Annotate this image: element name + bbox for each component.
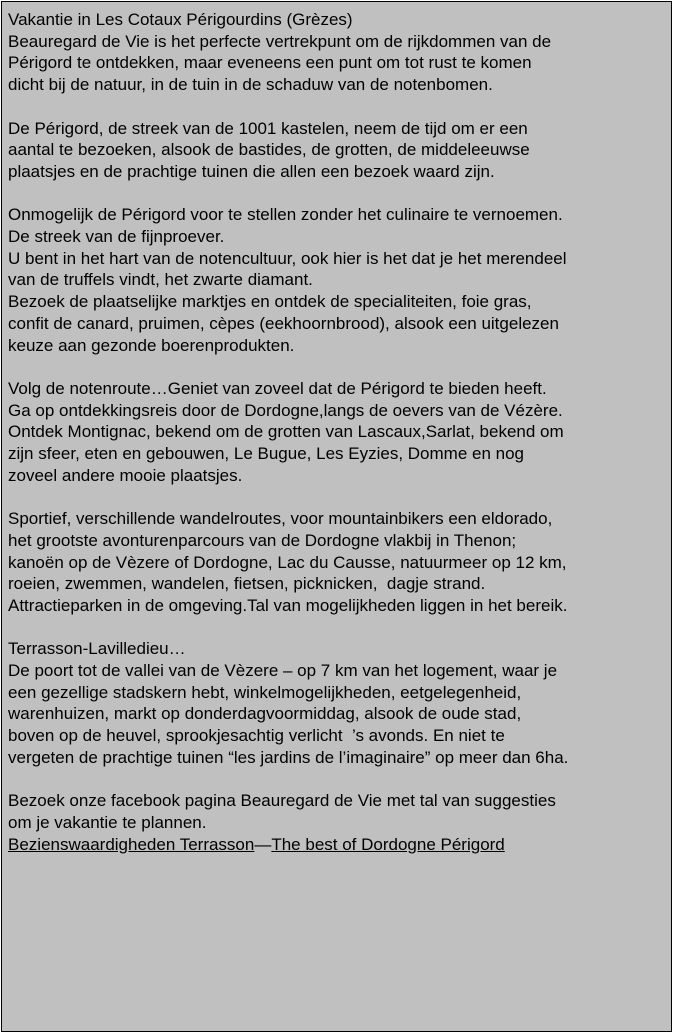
- terrasson-paragraph: [8, 638, 671, 768]
- sportief-line: het grootste avonturenparcours van de Dordogne vlakbij in Thenon;: [8, 530, 517, 550]
- sportief-line: Attractieparken in de omgeving.Tal van mogelijkheden liggen in het bereik.: [8, 595, 568, 615]
- perigord-line: plaatsjes en de prachtige tuinen die allen een bezoek waard zijn.: [8, 161, 495, 181]
- culinair-paragraph: [8, 204, 671, 356]
- intro-line: dicht bij de natuur, in de tuin in de schaduw van de notenbomen.: [8, 75, 493, 95]
- facebook-line: om je vakantie te plannen.: [8, 812, 207, 832]
- sportief-line: Sportief, verschillende wandelroutes, voor mountainbikers een eldorado,: [8, 509, 553, 529]
- terrasson-line: warenhuizen, markt op donderdagvoormiddag, alsook de oude stad,: [8, 704, 522, 724]
- notenroute-paragraph: [8, 378, 671, 487]
- text-panel: [1, 1, 672, 1032]
- terrasson-line: Terrasson-Lavilledieu…: [8, 639, 186, 659]
- links-line: [8, 834, 671, 856]
- terrasson-line: De poort tot de vallei van de Vèzere – op 7 km van het logement, waar je: [8, 661, 558, 681]
- sportief-line: roeien, zwemmen, wandelen, fietsen, picknicken, dagje strand.: [8, 574, 486, 594]
- terrasson-line: boven op de heuvel, sprookjesachtig verlicht ’s avonds. En niet te: [8, 726, 505, 746]
- page-title: Vakantie in Les Cotaux Périgourdins (Grèzes): [8, 10, 353, 29]
- facebook-paragraph: [8, 790, 671, 855]
- culinair-line: De streek van de fijnproever.: [8, 227, 225, 246]
- notenroute-line: zoveel andere mooie plaatsjes.: [8, 465, 243, 485]
- intro-line: Périgord te ontdekken, maar eveneens een punt om tot rust te komen: [8, 53, 532, 73]
- perigord-paragraph: [8, 118, 671, 183]
- culinair-line: Onmogelijk de Périgord voor te stellen zonder het culinaire te vernoemen.: [8, 205, 563, 225]
- link-best-of-dordogne[interactable]: The best of Dordogne Périgord: [271, 834, 505, 854]
- link-bezienswaardigheden-terrasson[interactable]: Bezienswaardigheden Terrasson: [8, 834, 255, 854]
- notenroute-line: Volg de notenroute…Geniet van zoveel dat de Périgord te bieden heeft.: [8, 378, 547, 398]
- intro-paragraph: [8, 9, 671, 96]
- notenroute-line: Ontdek Montignac, bekend om de grotten van Lascaux,Sarlat, bekend om: [8, 422, 564, 442]
- facebook-line: Bezoek onze facebook pagina Beauregard de Vie met tal van suggesties: [8, 791, 556, 811]
- culinair-line: confit de canard, pruimen, cèpes (eekhoornbrood), alsook een uitgelezen: [8, 313, 559, 333]
- culinair-line: van de truffels vindt, het zwarte diamant.: [8, 270, 313, 290]
- notenroute-line: Ga op ontdekkingsreis door de Dordogne,langs de oevers van de Vézère.: [8, 400, 563, 420]
- perigord-line: De Périgord, de streek van de 1001 kastelen, neem de tijd om er een: [8, 118, 528, 138]
- terrasson-line: vergeten de prachtige tuinen “les jardins de l’imaginaire” op meer dan 6ha.: [8, 747, 569, 767]
- sportief-paragraph: [8, 508, 671, 617]
- notenroute-line: zijn sfeer, eten en gebouwen, Le Bugue, Les Eyzies, Domme en nog: [8, 444, 524, 464]
- perigord-line: aantal te bezoeken, alsook de bastides, de grotten, de middeleeuwse: [8, 140, 530, 160]
- culinair-line: U bent in het hart van de notencultuur, ook hier is het dat je het merendeel: [8, 248, 567, 268]
- culinair-line: keuze aan gezonde boerenprodukten.: [8, 335, 295, 355]
- terrasson-line: een gezellige stadskern hebt, winkelmogelijkheden, eetgelegenheid,: [8, 682, 522, 702]
- culinair-line: Bezoek de plaatselijke marktjes en ontdek de specialiteiten, foie gras,: [8, 292, 532, 312]
- link-separator: —: [254, 834, 272, 854]
- sportief-line: kanoën op de Vèzere of Dordogne, Lac du Causse, natuurmeer op 12 km,: [8, 552, 567, 572]
- intro-line: Beauregard de Vie is het perfecte vertrekpunt om de rijkdommen van de: [8, 31, 552, 51]
